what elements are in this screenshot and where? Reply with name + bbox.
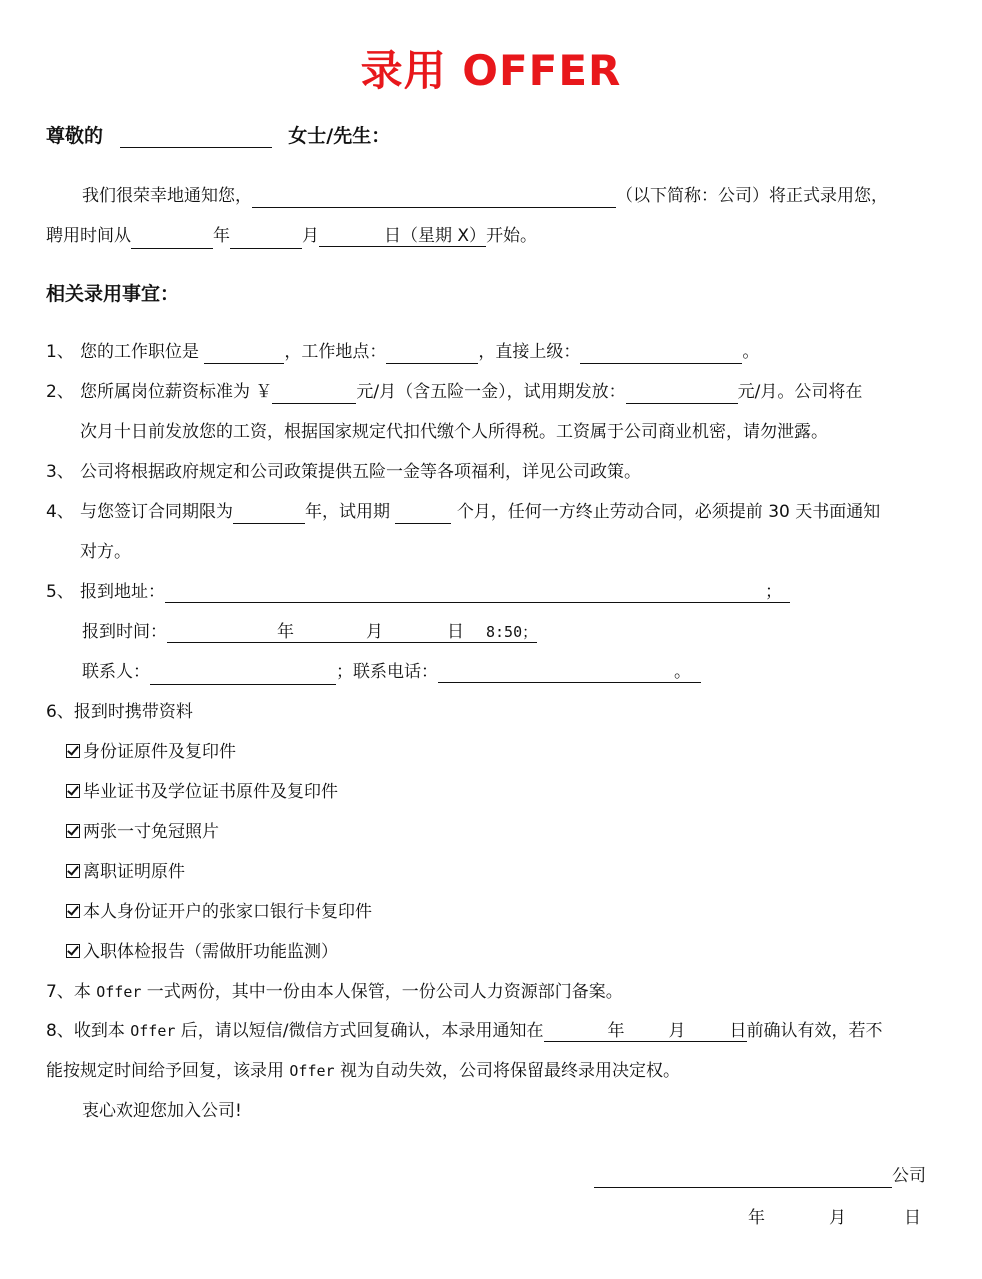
item-7: 7、本 Offer 一式两份，其中一份由本人保管，一份公司人力资源部门备案。 (46, 982, 623, 1002)
location-blank[interactable] (386, 343, 478, 364)
position-blank[interactable] (204, 343, 284, 364)
address-blank[interactable]: ； (165, 582, 790, 603)
document-title: 录用 OFFER (360, 46, 622, 95)
welcome-text: 衷心欢迎您加入公司! (82, 1101, 242, 1121)
salutation-prefix: 尊敬的 (46, 125, 104, 147)
contract-years-blank[interactable] (233, 503, 305, 524)
item-3: 3、 公司将根据政府规定和公司政策提供五险一金等各项福利，详见公司政策。 (46, 462, 641, 482)
company-name-blank[interactable] (252, 187, 616, 208)
item-8-line-2: 能按规定时间给予回复，该录用 Offer 视为自动失效，公司将保留最终录用决定权。 (46, 1061, 680, 1081)
section-title: 相关录用事宜： (46, 283, 180, 305)
checklist-item[interactable]: 离职证明原件 (66, 860, 185, 884)
item-2-line-2: 次月十日前发放您的工资，根据国家规定代扣代缴个人所得税。工资属于公司商业机密，请勿泄露。 (80, 422, 828, 442)
start-year-blank[interactable] (131, 228, 213, 249)
item-5-time: 报到时间： 年 月 日 8:50； (82, 622, 538, 642)
checkbox-checked-icon[interactable] (66, 864, 80, 878)
confirm-date-blank[interactable]: 年 月 日 (544, 1021, 747, 1042)
item-2: 2、 您所属岗位薪资标准为 ￥ 元/月（含五险一金），试用期发放： 元/月。公司将在 (46, 382, 863, 402)
item-5-address: 5、 报到地址： ； (46, 580, 790, 604)
checklist-item[interactable]: 身份证原件及复印件 (66, 740, 236, 764)
checklist-item[interactable]: 本人身份证开户的张家口银行卡复印件 (66, 900, 372, 924)
contact-phone-blank[interactable]: 。 (438, 662, 701, 683)
item-6-title: 6、报到时携带资料 (46, 702, 193, 722)
report-time-blank[interactable]: 年 月 日 8:50； (167, 622, 537, 643)
probation-salary-blank[interactable] (626, 383, 738, 404)
item-5-contact: 联系人： ；联系电话： 。 (82, 660, 701, 685)
checkbox-checked-icon[interactable] (66, 904, 80, 918)
checkbox-checked-icon[interactable] (66, 744, 80, 758)
item-4: 4、 与您签订合同期限为 年，试用期 个月，任何一方终止劳动合同，必须提前 30 天书面通知 (46, 502, 881, 522)
probation-months-blank[interactable] (395, 503, 451, 524)
checklist-item[interactable]: 毕业证书及学位证书原件及复印件 (66, 780, 338, 804)
company-signature-blank[interactable] (594, 1167, 892, 1188)
contact-person-blank[interactable] (150, 664, 336, 685)
signature-company: 公司 (594, 1164, 926, 1188)
signature-date: 年 月 日 (748, 1208, 921, 1228)
start-day-underlined[interactable]: 日（星期 X） (319, 226, 486, 247)
checkbox-checked-icon[interactable] (66, 784, 80, 798)
checklist-item[interactable]: 入职体检报告（需做肝功能监测） (66, 940, 338, 964)
salutation-suffix: 女士/先生： (288, 125, 391, 147)
item-4-line-2: 对方。 (80, 542, 131, 562)
salary-blank[interactable] (272, 383, 356, 404)
name-blank[interactable] (120, 127, 272, 148)
checkbox-checked-icon[interactable] (66, 944, 80, 958)
intro-line-2: 聘用时间从 年 月 日（星期 X）开始。 (46, 224, 537, 249)
intro-line-1: 我们很荣幸地通知您， （以下简称：公司）将正式录用您， (82, 186, 888, 206)
start-month-blank[interactable] (230, 228, 302, 249)
salutation (46, 124, 390, 148)
checklist-item[interactable]: 两张一寸免冠照片 (66, 820, 219, 844)
supervisor-blank[interactable] (580, 343, 742, 364)
checkbox-checked-icon[interactable] (66, 824, 80, 838)
item-8: 8、收到本 Offer 后，请以短信/微信方式回复确认，本录用通知在 年 月 日前确认有效，若不 (46, 1021, 883, 1041)
item-1: 1、 您的工作职位是 ，工作地点： ，直接上级： 。 (46, 342, 760, 362)
